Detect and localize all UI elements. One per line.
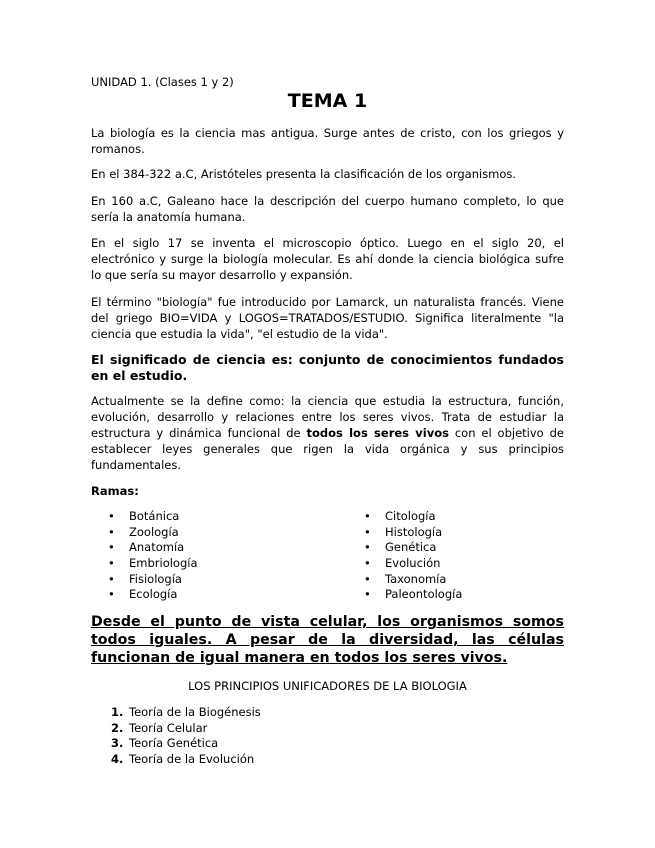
branch-label: Citología [385, 509, 436, 523]
branches-heading: Ramas: [91, 484, 139, 498]
branch-label: Evolución [385, 556, 441, 571]
branch-label: Ecología [129, 587, 178, 602]
bullet-icon: • [108, 587, 115, 602]
paragraph-galeno: En 160 a.C, Galeano hace la descripción del cuerpo humano completo, lo que sería la anatomía humana. [91, 194, 564, 224]
branch-label: Paleontología [385, 587, 463, 602]
branch-label: Genética [385, 540, 437, 555]
list-item [91, 721, 261, 737]
list-number: 3. [111, 736, 124, 751]
paragraph-term-origin: El término "biología" fue introducido por Lamarck, un naturalista francés. Viene del griego BIO=VIDA y LOGOS=TRATADOS/ESTUDIO. Significa literalmente "la ciencia que estudia la vida", "el estudio de la vida". [91, 295, 564, 341]
principle-label: Teoría de la Biogénesis [129, 705, 261, 719]
list-item [91, 587, 198, 603]
cellular-statement: Desde el punto de vista celular, los organismos somos todos iguales. A pesar de la diversidad, las células funcionan de igual manera en todos los seres vivos. [91, 614, 564, 666]
paragraph-current-definition [91, 393, 564, 473]
list-item [347, 525, 462, 541]
bullet-icon: • [364, 509, 371, 523]
bullet-icon: • [364, 524, 371, 539]
paragraph-origin: La biología es la ciencia mas antigua. Surge antes de cristo, con los griegos y romanos. [91, 126, 564, 156]
bullet-icon: • [364, 587, 371, 602]
branch-label: Histología [385, 524, 443, 539]
branches-list-left [91, 509, 198, 603]
list-number: 4. [111, 752, 124, 767]
page-title: TEMA 1 [287, 90, 368, 112]
list-item [347, 509, 462, 525]
principle-label: Teoría de la Evolución [129, 752, 255, 767]
principles-heading: LOS PRINCIPIOS UNIFICADORES DE LA BIOLOGIA [188, 679, 467, 693]
bullet-icon: • [364, 571, 371, 586]
paragraph-aristotle: En el 384-322 a.C, Aristóteles presenta la clasificación de los organismos. [91, 167, 517, 181]
branch-label: Fisiología [129, 571, 182, 586]
list-item [91, 556, 198, 572]
principles-list [91, 705, 261, 768]
current-definition-text-end: con el objetivo de establecer leyes generales que rigen la vida orgánica y sus principios fundamentales. [91, 426, 564, 472]
branch-label: Zoología [129, 524, 179, 539]
principle-label: Teoría Genética [129, 736, 219, 751]
list-item [347, 572, 462, 588]
list-number: 2. [111, 720, 124, 735]
list-item [347, 587, 462, 603]
current-definition-text: Actualmente se la define como: la ciencia que estudia la estructura, función, evolución, desarrollo y relaciones entre los seres vivos. Trata de estudiar la estructura y dinámica funcional de [91, 394, 564, 440]
branches-list-right [347, 509, 462, 603]
branch-label: Taxonomía [385, 571, 447, 586]
list-item [91, 752, 261, 768]
bullet-icon: • [108, 540, 115, 555]
paragraph-microscope: En el siglo 17 se inventa el microscopio óptico. Luego en el siglo 20, el electrónico y surge la biología molecular. Es ahí donde la ciencia biológica sufre lo que sería su mayor desarrollo y expansión. [91, 236, 564, 282]
list-item [347, 540, 462, 556]
branch-label: Anatomía [129, 540, 185, 555]
list-item [91, 736, 261, 752]
list-item [91, 525, 198, 541]
list-item [347, 556, 462, 572]
principle-label: Teoría Celular [129, 720, 208, 735]
branch-label: Botánica [129, 509, 180, 523]
list-item [91, 540, 198, 556]
unit-heading: UNIDAD 1. (Clases 1 y 2) [91, 75, 234, 89]
list-number: 1. [111, 705, 124, 719]
branch-label: Embriología [129, 556, 198, 571]
bullet-icon: • [108, 556, 115, 571]
bullet-icon: • [108, 571, 115, 586]
bullet-icon: • [364, 540, 371, 555]
bullet-icon: • [108, 509, 115, 523]
list-item [91, 572, 198, 588]
bullet-icon: • [364, 556, 371, 571]
bullet-icon: • [108, 524, 115, 539]
science-definition: El significado de ciencia es: conjunto de conocimientos fundados en el estudio. [91, 352, 564, 383]
current-definition-emphasis: todos los seres vivos [306, 426, 449, 440]
list-item [91, 509, 198, 525]
list-item [91, 705, 261, 721]
